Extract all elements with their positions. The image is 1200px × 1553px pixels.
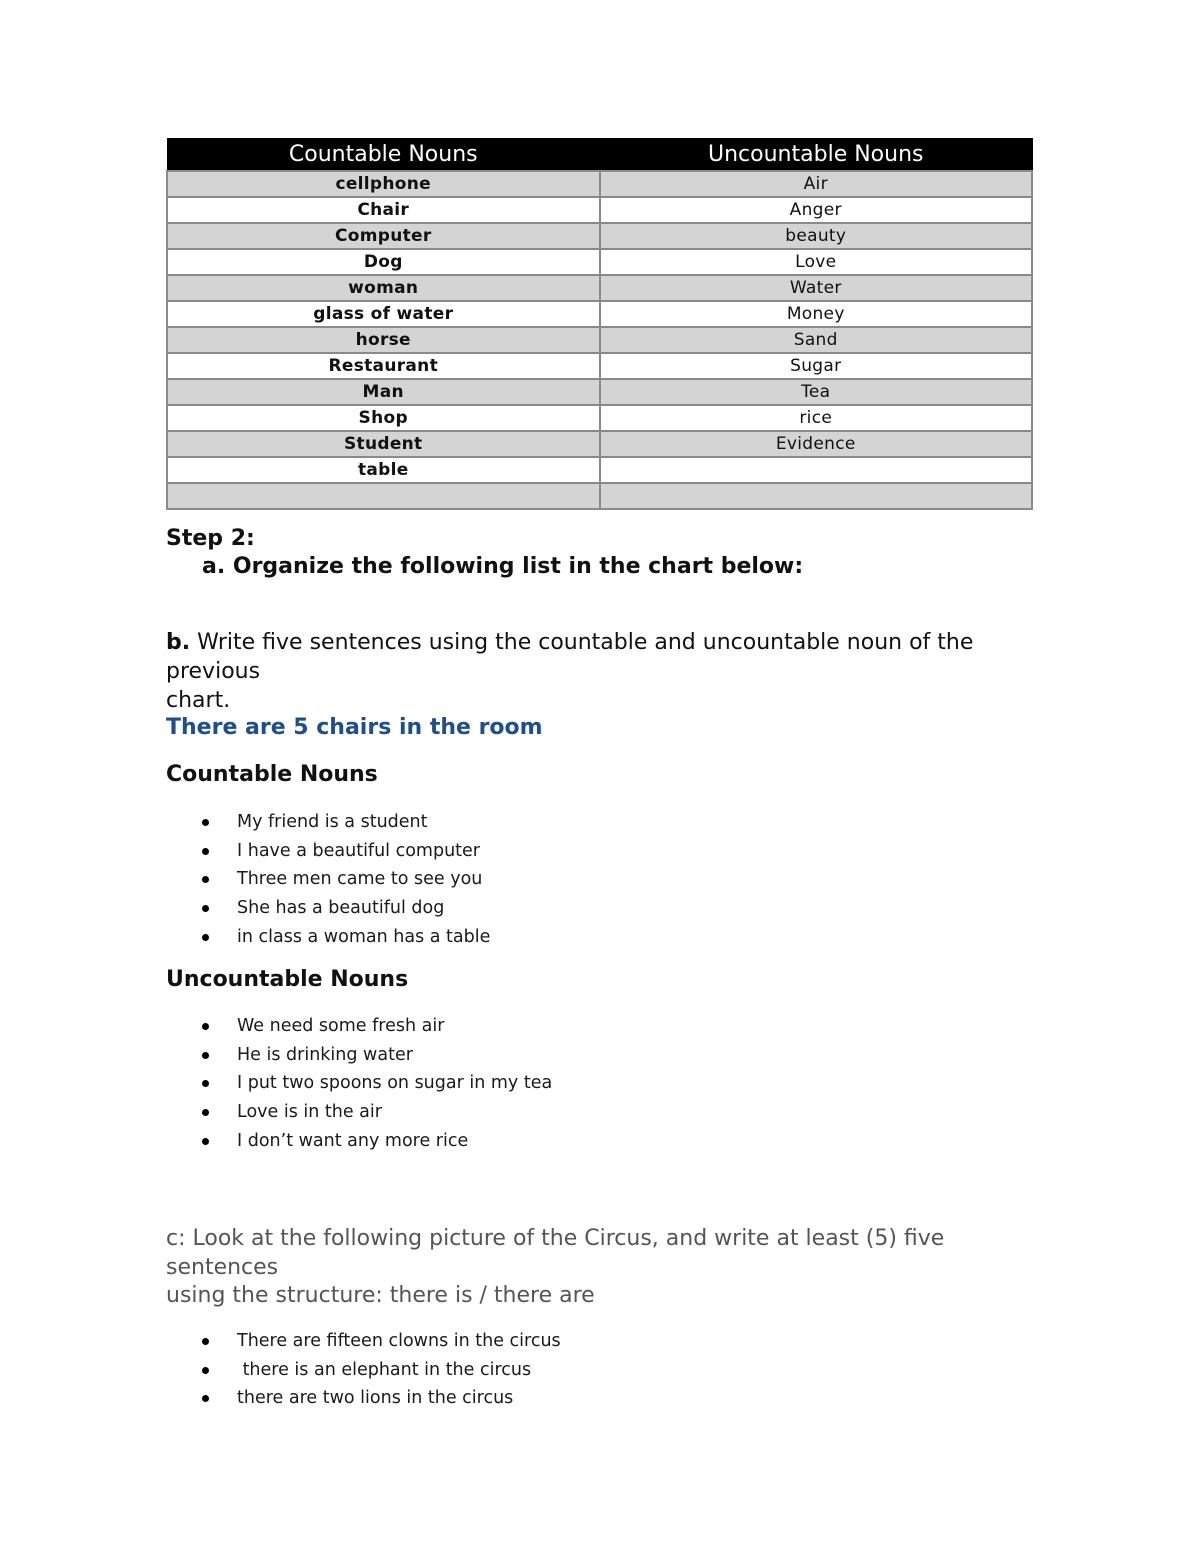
countable-cell: table xyxy=(167,457,600,483)
instruction-a: a. Organize the following list in the chart below: xyxy=(202,554,804,579)
table-row xyxy=(167,483,1032,509)
uncountable-cell: Anger xyxy=(600,197,1033,223)
uncountable-cell xyxy=(600,457,1033,483)
countable-heading: Countable Nouns xyxy=(166,762,378,787)
table-row xyxy=(167,223,1032,249)
uncountable-cell xyxy=(600,483,1033,509)
uncountable-cell: rice xyxy=(600,405,1033,431)
list-item: I put two spoons on sugar in my tea xyxy=(196,1069,552,1098)
instruction-b-label: b. xyxy=(166,630,191,655)
nouns-table xyxy=(166,138,1033,510)
table-row xyxy=(167,405,1032,431)
table-row xyxy=(167,275,1032,301)
list-item: there is an elephant in the circus xyxy=(196,1356,561,1385)
step-heading: Step 2: xyxy=(166,526,255,551)
header-countable: Countable Nouns xyxy=(167,139,600,172)
table-row xyxy=(167,301,1032,327)
uncountable-heading: Uncountable Nouns xyxy=(166,967,409,992)
table-row xyxy=(167,249,1032,275)
countable-cell: Shop xyxy=(167,405,600,431)
list-item: We need some fresh air xyxy=(196,1012,552,1041)
instruction-b-text: Write five sentences using the countable and uncountable noun of the previous xyxy=(166,630,974,684)
list-item: in class a woman has a table xyxy=(196,923,490,952)
list-item: She has a beautiful dog xyxy=(196,894,490,923)
countable-cell: glass of water xyxy=(167,301,600,327)
countable-sentence-list xyxy=(196,808,490,951)
uncountable-cell: Water xyxy=(600,275,1033,301)
header-uncountable: Uncountable Nouns xyxy=(600,139,1033,172)
list-item: there are two lions in the circus xyxy=(196,1384,561,1413)
uncountable-cell: Air xyxy=(600,171,1033,197)
list-item: There are fifteen clowns in the circus xyxy=(196,1327,561,1356)
uncountable-cell: Money xyxy=(600,301,1033,327)
list-item: I don’t want any more rice xyxy=(196,1127,552,1156)
table-row xyxy=(167,327,1032,353)
countable-cell: Computer xyxy=(167,223,600,249)
uncountable-cell: Sand xyxy=(600,327,1033,353)
instruction-c-structure: using the structure: there is / there are xyxy=(166,1283,595,1308)
list-item: Love is in the air xyxy=(196,1098,552,1127)
countable-cell: Restaurant xyxy=(167,353,600,379)
list-item: He is drinking water xyxy=(196,1041,552,1070)
table-row xyxy=(167,431,1032,457)
countable-cell: Student xyxy=(167,431,600,457)
countable-cell: Man xyxy=(167,379,600,405)
uncountable-cell: Sugar xyxy=(600,353,1033,379)
uncountable-cell: beauty xyxy=(600,223,1033,249)
example-sentence: There are 5 chairs in the room xyxy=(166,715,543,740)
list-item: My friend is a student xyxy=(196,808,490,837)
table-row xyxy=(167,379,1032,405)
uncountable-cell: Evidence xyxy=(600,431,1033,457)
table-row xyxy=(167,171,1032,197)
list-item: Three men came to see you xyxy=(196,865,490,894)
circus-sentence-list xyxy=(196,1327,561,1413)
instruction-b-text-end: chart. xyxy=(166,688,231,713)
countable-cell: Dog xyxy=(167,249,600,275)
table-header-row xyxy=(167,139,1032,172)
table-row xyxy=(167,457,1032,483)
table-row xyxy=(167,353,1032,379)
table-row xyxy=(167,197,1032,223)
uncountable-sentence-list xyxy=(196,1012,552,1155)
list-item: I have a beautiful computer xyxy=(196,837,490,866)
instruction-c-text: c: Look at the following picture of the Circus, and write at least (5) five sentences xyxy=(166,1226,945,1280)
countable-cell: horse xyxy=(167,327,600,353)
uncountable-cell: Tea xyxy=(600,379,1033,405)
instruction-b xyxy=(166,628,1046,715)
countable-cell: Chair xyxy=(167,197,600,223)
uncountable-cell: Love xyxy=(600,249,1033,275)
countable-cell: woman xyxy=(167,275,600,301)
countable-cell xyxy=(167,483,600,509)
countable-cell: cellphone xyxy=(167,171,600,197)
instruction-c xyxy=(166,1225,1026,1311)
